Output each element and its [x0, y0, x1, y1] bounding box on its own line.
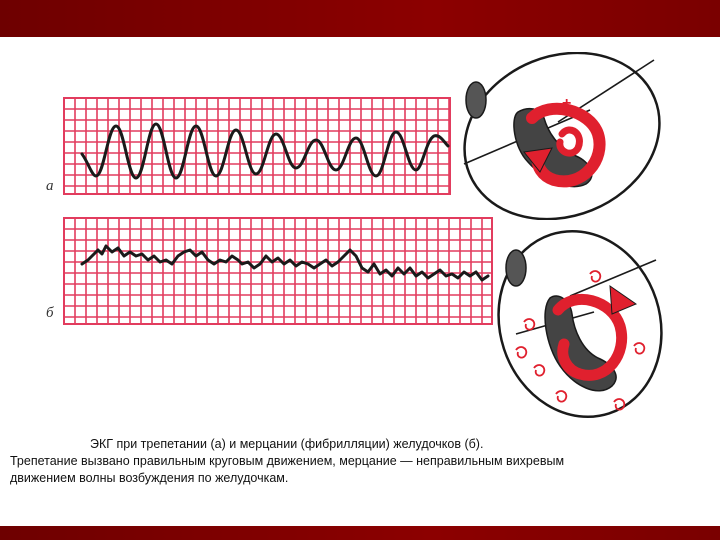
atrium-hatched: [506, 250, 526, 286]
caption-line-1: ЭКГ при трепетании (а) и мерцании (фибрилляции) желудочков (б).: [90, 437, 484, 451]
caption-line-2: Трепетание вызвано правильным круговым движением, мерцание — неправильным вихревым: [10, 454, 565, 468]
figure-caption: [10, 436, 710, 487]
plus-sign: +: [562, 95, 572, 112]
heart-vortex-diagram: [494, 226, 666, 424]
slide-bottom-bar: [0, 526, 720, 540]
ecg-grid: [64, 98, 450, 194]
ecg-fibrillation-strip: [62, 216, 494, 326]
caption-line-3: движением волны возбуждения по желудочкам.: [10, 471, 289, 485]
trace-label-a: а: [46, 178, 54, 194]
atrium-hatched: [466, 82, 486, 118]
slide-top-bar: [0, 0, 720, 37]
heart-circular-reentry-diagram: [458, 52, 668, 220]
ecg-grid: [64, 218, 492, 324]
trace-label-b: б: [46, 305, 54, 321]
ecg-flutter-strip: [62, 96, 452, 196]
